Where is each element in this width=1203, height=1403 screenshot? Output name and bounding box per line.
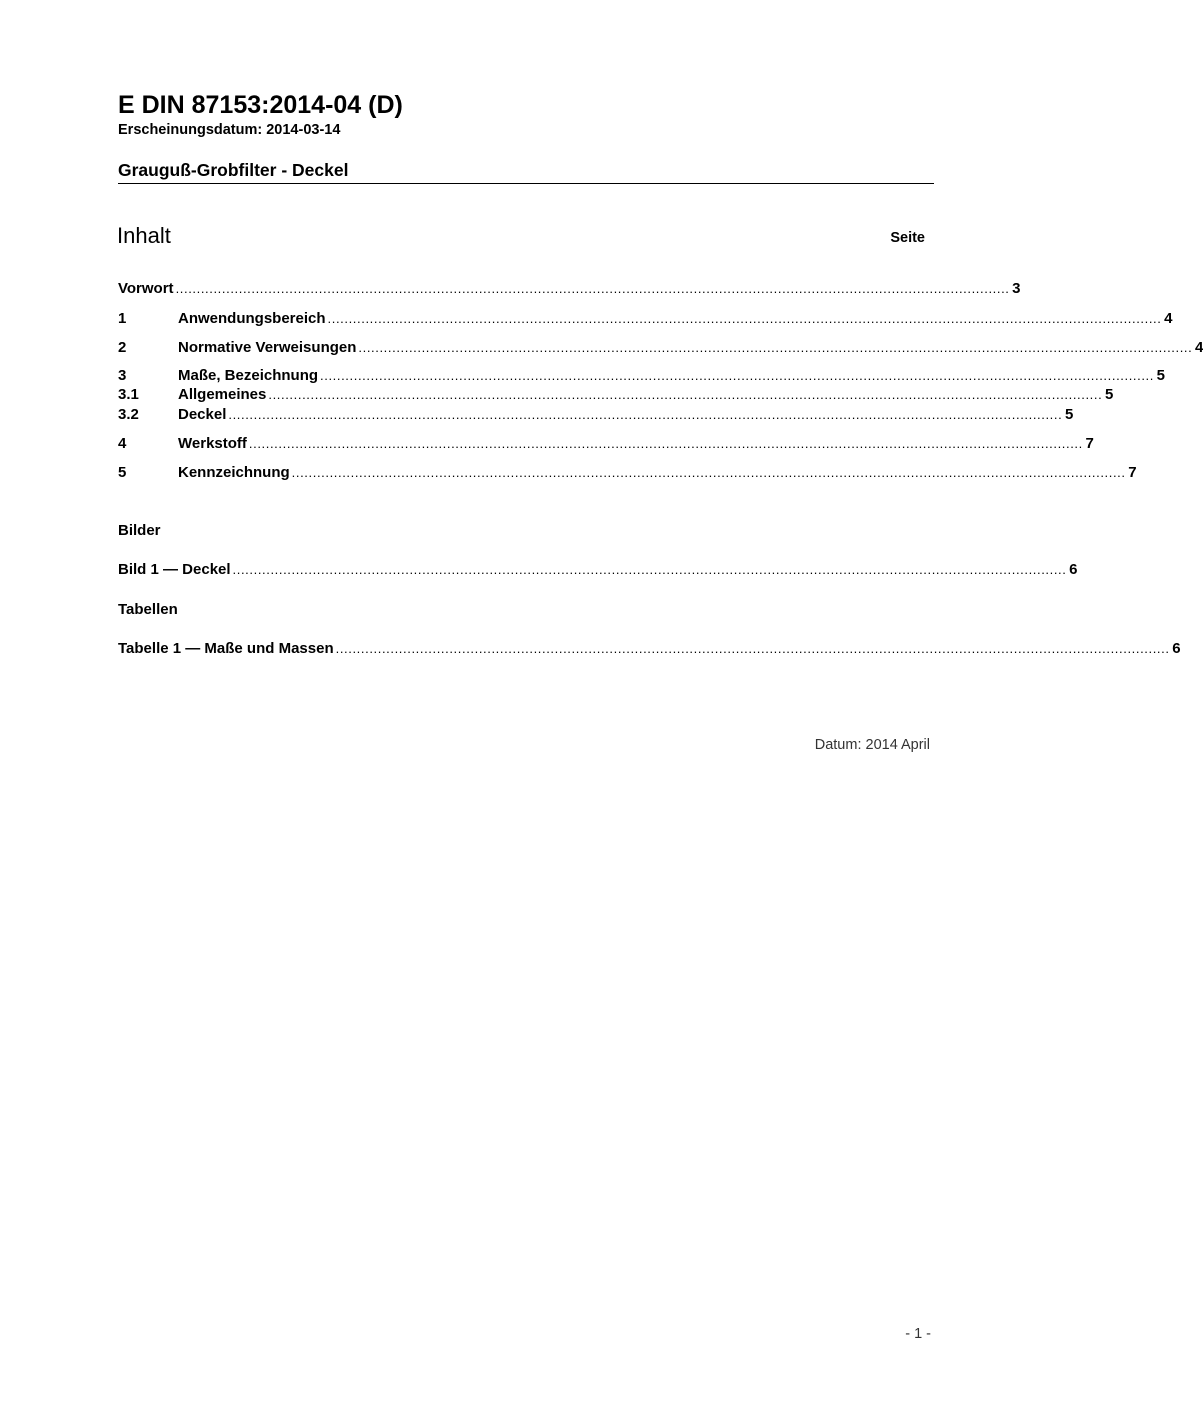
toc-leader-dots: ...................................................................................................................................................................................................... bbox=[248, 436, 1083, 451]
toc-entry-text: Kennzeichnung bbox=[178, 464, 290, 481]
toc-entry-text: Anwendungsbereich bbox=[178, 310, 326, 327]
document-subject: Grauguß-Grobfilter - Deckel bbox=[118, 160, 349, 180]
publication-date: Erscheinungsdatum: 2014-03-14 bbox=[118, 122, 341, 138]
toc-entry-text: Maße, Bezeichnung bbox=[178, 367, 319, 384]
toc-entry-page: 4 bbox=[1164, 310, 1173, 327]
toc-entry-text: Allgemeines bbox=[178, 386, 267, 403]
toc-entry-masse-bezeichnung[interactable] bbox=[118, 366, 1165, 385]
toc-entry-text: Normative Verweisungen bbox=[178, 339, 357, 356]
toc-entry-text: Vorwort bbox=[118, 280, 174, 297]
document-title: E DIN 87153:2014-04 (D) bbox=[118, 91, 403, 119]
toc-leader-dots: ...................................................................................................................................................................................................... bbox=[268, 387, 1103, 402]
toc-leader-dots: ...................................................................................................................................................................................................... bbox=[291, 465, 1126, 480]
figures-heading: Bilder bbox=[118, 522, 161, 539]
toc-entry-anwendungsbereich[interactable] bbox=[118, 309, 1173, 328]
page-number: - 1 - bbox=[905, 1326, 931, 1342]
toc-entry-text: Deckel bbox=[178, 406, 227, 423]
table-entry-tabelle-1[interactable] bbox=[118, 639, 1181, 658]
toc-entry-vorwort[interactable] bbox=[118, 279, 1021, 298]
tables-heading: Tabellen bbox=[118, 601, 178, 618]
toc-entry-deckel[interactable] bbox=[118, 405, 1074, 424]
toc-entry-number: 4 bbox=[118, 435, 127, 452]
toc-entry-number: 2 bbox=[118, 339, 127, 356]
toc-entry-page: 5 bbox=[1104, 386, 1114, 403]
toc-leader-dots: ...................................................................................................................................................................................................... bbox=[175, 281, 1010, 296]
toc-page-label: Seite bbox=[890, 230, 925, 246]
toc-entry-kennzeichnung[interactable] bbox=[118, 463, 1137, 482]
toc-leader-dots: ...................................................................................................................................................................................................... bbox=[232, 562, 1067, 577]
toc-leader-dots: ...................................................................................................................................................................................................... bbox=[228, 407, 1063, 422]
toc-entry-page: 3 bbox=[1012, 280, 1021, 297]
header-rule bbox=[118, 183, 934, 184]
toc-entry-page: 4 bbox=[1195, 339, 1203, 356]
toc-leader-dots: ...................................................................................................................................................................................................... bbox=[327, 311, 1162, 326]
figure-entry-page: 6 bbox=[1069, 561, 1078, 578]
toc-leader-dots: ...................................................................................................................................................................................................... bbox=[358, 340, 1193, 355]
toc-entry-text: Werkstoff bbox=[178, 435, 247, 452]
toc-entry-number: 1 bbox=[118, 310, 127, 327]
toc-entry-page: 7 bbox=[1128, 464, 1137, 481]
toc-entry-number: 3.1 bbox=[118, 386, 139, 403]
toc-entry-normative-verweisungen[interactable] bbox=[118, 338, 1203, 357]
toc-leader-dots: ...................................................................................................................................................................................................... bbox=[320, 368, 1154, 383]
figure-entry-bild-1[interactable] bbox=[118, 560, 1078, 579]
toc-leader-dots: ...................................................................................................................................................................................................... bbox=[335, 641, 1170, 656]
table-entry-page: 6 bbox=[1172, 640, 1181, 657]
toc-entry-number: 3 bbox=[118, 367, 127, 384]
document-date: Datum: 2014 April bbox=[814, 737, 930, 753]
toc-entry-werkstoff[interactable] bbox=[118, 434, 1094, 453]
table-entry-text: Tabelle 1 — Maße und Massen bbox=[118, 640, 334, 657]
toc-entry-number: 3.2 bbox=[118, 406, 139, 423]
toc-entry-page: 5 bbox=[1156, 367, 1165, 384]
toc-heading: Inhalt bbox=[117, 223, 171, 248]
toc-entry-allgemeines[interactable] bbox=[118, 385, 1114, 404]
toc-entry-page: 5 bbox=[1064, 406, 1074, 423]
figure-entry-text: Bild 1 — Deckel bbox=[118, 561, 231, 578]
toc-entry-number: 5 bbox=[118, 464, 127, 481]
toc-entry-page: 7 bbox=[1085, 435, 1094, 452]
